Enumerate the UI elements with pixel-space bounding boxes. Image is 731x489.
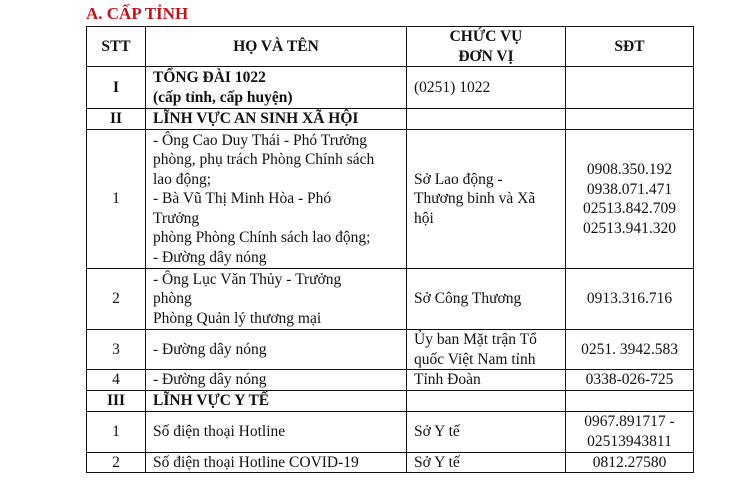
row-unit: (0251) 1022 bbox=[407, 67, 566, 109]
row-stt: 3 bbox=[87, 330, 146, 370]
row-phone bbox=[566, 452, 694, 473]
row-phone bbox=[566, 370, 694, 391]
row-phone bbox=[566, 330, 694, 370]
row-unit bbox=[407, 109, 566, 130]
row-name-line: (cấp tỉnh, cấp huyện) bbox=[153, 88, 293, 106]
header-unit-line1: CHỨC VỤ bbox=[449, 28, 523, 45]
phone-number: 02513.842.709 bbox=[583, 200, 676, 217]
row-unit-line: hội bbox=[414, 209, 434, 227]
row-phone bbox=[566, 67, 694, 109]
row-name bbox=[146, 411, 407, 452]
row-name bbox=[146, 452, 407, 473]
header-stt: STT bbox=[87, 27, 146, 67]
phone-number: 02513943811 bbox=[587, 432, 672, 450]
row-unit bbox=[407, 411, 566, 452]
section-title: A. CẤP TỈNH bbox=[86, 4, 189, 23]
phone-number: 0913.316.716 bbox=[586, 290, 673, 308]
row-stt: 1 bbox=[87, 130, 146, 269]
phone-number: 0812.27580 bbox=[592, 453, 667, 471]
row-name-line: phòng, phụ trách Phòng Chính sách bbox=[153, 151, 375, 169]
row-unit-line: Sở Lao động - bbox=[414, 170, 503, 188]
row-name-line: - Đường dây nóng bbox=[153, 340, 267, 358]
row-unit-line: Sở Công Thương bbox=[414, 290, 522, 308]
row-unit-line: Thương binh và Xã bbox=[414, 190, 536, 208]
section-stt: II bbox=[87, 109, 146, 130]
row-unit bbox=[407, 370, 566, 391]
row-name-line: - Đường dây nóng bbox=[153, 371, 267, 388]
header-name: HỌ VÀ TÊN bbox=[146, 27, 407, 67]
row-name-line: - Ông Cao Duy Thái - Phó Trưởng bbox=[153, 131, 367, 149]
row-name-line: lao động; bbox=[153, 170, 212, 188]
header-unit-line2: ĐƠN VỊ bbox=[458, 47, 514, 65]
row-stt: 1 bbox=[87, 411, 146, 452]
row-unit-line: Sở Y tế bbox=[414, 453, 460, 471]
row-name-line: phòng bbox=[153, 290, 192, 308]
row-name-line: - Bà Vũ Thị Minh Hòa - Phó bbox=[153, 190, 332, 208]
row-name-line: Số điện thoại Hotline COVID-19 bbox=[153, 453, 359, 471]
row-name-line: - Đường dây nóng bbox=[153, 248, 267, 266]
row-name-line: TỔNG ĐÀI 1022 bbox=[153, 69, 266, 86]
row-unit bbox=[407, 130, 566, 269]
section-name: LĨNH VỰC Y TẾ bbox=[146, 390, 407, 411]
row-unit-line: quốc Việt Nam tỉnh bbox=[414, 350, 536, 368]
row-phone bbox=[566, 109, 694, 130]
section-name: LĨNH VỰC AN SINH XÃ HỘI bbox=[146, 109, 407, 130]
row-unit bbox=[407, 390, 566, 411]
row-name bbox=[146, 370, 407, 391]
section-stt: III bbox=[87, 390, 146, 411]
row-name bbox=[146, 130, 407, 269]
row-unit-line: Tỉnh Đoàn bbox=[414, 371, 481, 388]
table-row bbox=[87, 330, 694, 370]
row-phone bbox=[566, 269, 694, 330]
row-phone bbox=[566, 130, 694, 269]
section-row bbox=[87, 390, 694, 411]
row-phone bbox=[566, 390, 694, 411]
row-phone bbox=[566, 411, 694, 452]
phone-number: 0908.350.192 bbox=[586, 161, 673, 178]
row-name bbox=[146, 330, 407, 370]
row-stt: 2 bbox=[87, 269, 146, 330]
table-header-row bbox=[87, 27, 694, 67]
row-unit-line: Ủy ban Mặt trận Tổ bbox=[414, 331, 537, 348]
section-row bbox=[87, 109, 694, 130]
row-name-line: Trưởng bbox=[153, 209, 200, 227]
contacts-table bbox=[86, 26, 694, 473]
row-unit bbox=[407, 452, 566, 473]
row-unit-line: Sở Y tế bbox=[414, 422, 460, 440]
row-name bbox=[146, 269, 407, 330]
row-name-line: Số điện thoại Hotline bbox=[153, 422, 286, 440]
row-stt: 4 bbox=[87, 370, 146, 391]
phone-number: 0967.891717 - bbox=[584, 413, 675, 430]
row-stt: 2 bbox=[87, 452, 146, 473]
row-stt: I bbox=[87, 67, 146, 109]
table-row bbox=[87, 370, 694, 391]
table-row bbox=[87, 269, 694, 330]
phone-number: 0251. 3942.583 bbox=[581, 340, 678, 358]
header-unit bbox=[407, 27, 566, 67]
table-row bbox=[87, 130, 694, 269]
table-row bbox=[87, 452, 694, 473]
phone-number: 0338-026-725 bbox=[585, 371, 674, 388]
row-name-line: Phòng Quản lý thương mại bbox=[153, 309, 322, 327]
row-unit bbox=[407, 330, 566, 370]
table-row bbox=[87, 411, 694, 452]
phone-number: 0938.071.471 bbox=[586, 180, 673, 198]
table-row bbox=[87, 67, 694, 109]
header-phone: SĐT bbox=[566, 27, 694, 67]
row-name bbox=[146, 67, 407, 109]
row-name-line: - Ông Lục Văn Thủy - Trưởng bbox=[153, 270, 342, 288]
row-name-line: phòng Phòng Chính sách lao động; bbox=[153, 229, 371, 247]
phone-number: 02513.941.320 bbox=[583, 219, 676, 237]
row-unit bbox=[407, 269, 566, 330]
